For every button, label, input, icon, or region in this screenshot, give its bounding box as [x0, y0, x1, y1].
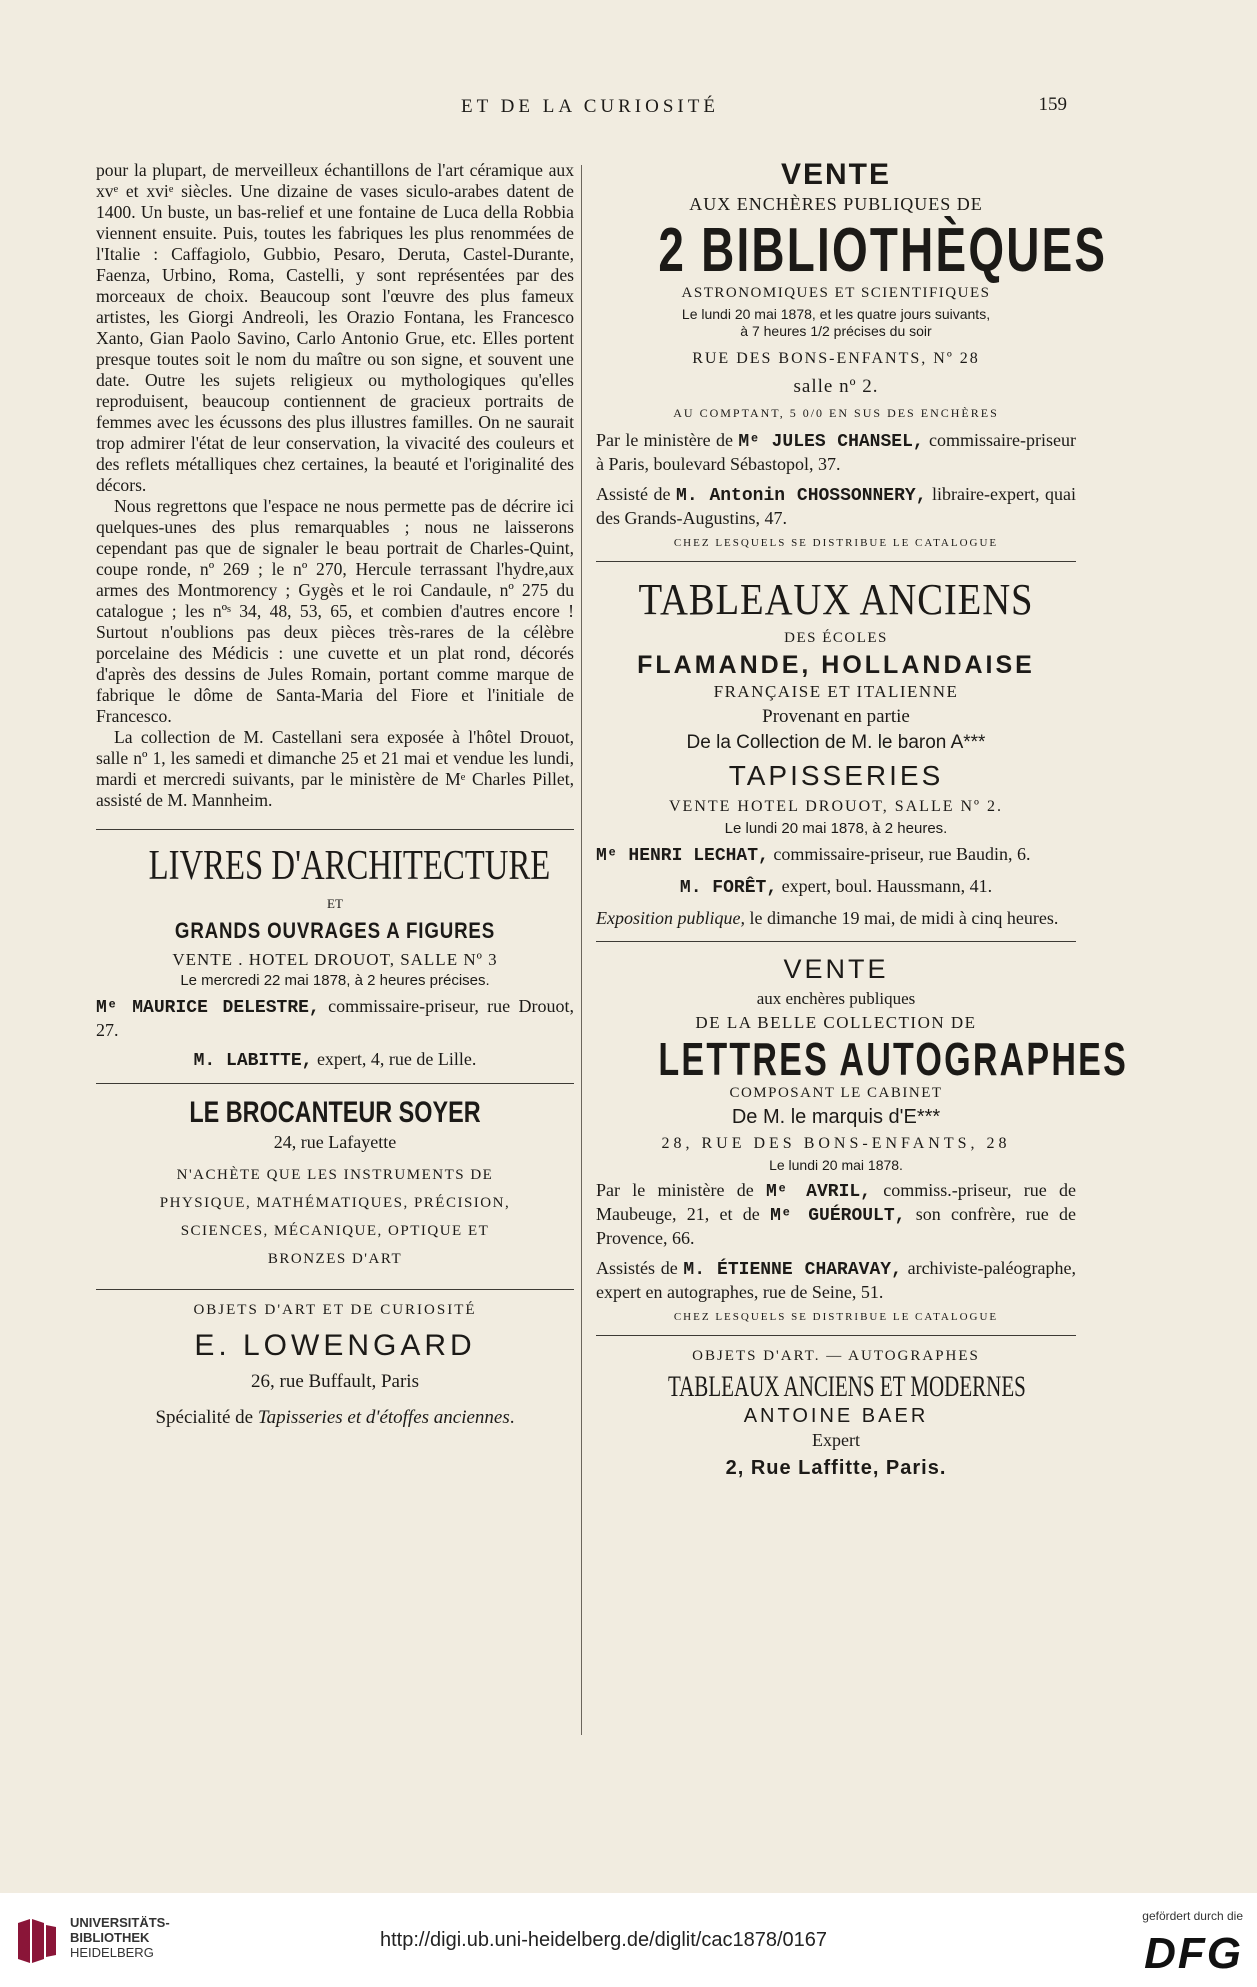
ad-ecoles: DES ÉCOLES: [784, 630, 888, 646]
ad-collection: De la Collection de M. le baron A***: [686, 732, 986, 753]
ad-assiste: [596, 483, 1076, 529]
ad-bibliotheques: [596, 158, 1108, 549]
ad-encheres: aux enchères publiques: [756, 989, 916, 1008]
ministere-details-2: son confrère, rue de Provence, 66.: [596, 1204, 1077, 1248]
ad-address: 26, rue Buffault, Paris: [251, 1371, 419, 1392]
page-number: 159: [1038, 94, 1067, 115]
exposition-details: le dimanche 19 mai, de midi à cinq heures.: [749, 908, 1059, 928]
divider: [96, 1289, 574, 1290]
ministere-details: commissaire-priseur à Paris, boulevard Sébastopol, 37.: [596, 430, 1076, 474]
dfg-logo: DFG: [1144, 1929, 1243, 1978]
ad-ministere: [596, 429, 1076, 475]
assiste-details: archiviste-paléographe, expert en autographes, rue de Seine, 51.: [596, 1258, 1076, 1302]
ministere-name: Mᵉ JULES CHANSEL,: [738, 432, 924, 452]
ministere-prefix: Par le ministère de: [596, 1180, 766, 1200]
ad-ministere: [596, 1179, 1076, 1249]
ad-address: 2, Rue Laffitte, Paris.: [725, 1457, 947, 1479]
library-name-line: HEIDELBERG: [70, 1945, 154, 1960]
ministere-details: commiss.-priseur, rue de Maubeuge, 21, et de: [596, 1180, 1076, 1224]
ad-line: SCIENCES, MÉCANIQUE, OPTIQUE ET: [180, 1223, 490, 1239]
ad-name: ANTOINE BAER: [743, 1405, 929, 1427]
ad-expert: [96, 1049, 574, 1071]
ad-provenant: Provenant en partie: [762, 706, 910, 727]
ad-tapisseries: TAPISSERIES: [728, 760, 944, 791]
expert-details: expert, boul. Haussmann, 41.: [781, 876, 993, 896]
divider: [596, 1335, 1076, 1336]
ad-subtitle: GRANDS OUVRAGES A FIGURES: [174, 918, 496, 943]
ad-title: LETTRES AUTOGRAPHES: [658, 1033, 1129, 1085]
article-text: [96, 160, 574, 811]
ad-kicker: OBJETS D'ART ET DE CURIOSITÉ: [193, 1302, 477, 1318]
ad-venue: VENTE HOTEL DROUOT, SALLE Nº 2.: [668, 798, 1004, 815]
ad-title: LE BROCANTEUR SOYER: [189, 1096, 481, 1129]
ad-vente: VENTE: [780, 158, 892, 191]
library-name-line: BIBLIOTHEK: [70, 1930, 150, 1945]
assiste-details: libraire-expert, quai des Grands-Augustins, 47.: [596, 484, 1076, 528]
ad-salle: salle nº 2.: [793, 376, 879, 397]
ad-line: PHYSIQUE, MATHÉMATIQUES, PRÉCISION,: [159, 1195, 511, 1211]
ministere-name-2: Mᵉ GUÉROULT,: [770, 1206, 906, 1226]
ad-brocanteur: [96, 1096, 574, 1273]
right-column: [596, 158, 1129, 1480]
ad-subtitle: ASTRONOMIQUES ET SCIENTIFIQUES: [681, 285, 991, 301]
paragraph: La collection de M. Castellani sera exposée à l'hôtel Drouot, salle nº 1, les samedi et dimanche 25 et 21 mai et vendue les lundi, mardi et mercredi suivants, par le ministère de Mᵉ Charles Pillet, assisté de M. Mannheim.: [96, 727, 574, 810]
divider: [596, 941, 1076, 942]
ad-date: Le lundi 20 mai 1878, à 2 heures.: [724, 820, 948, 837]
ad-composant: COMPOSANT LE CABINET: [729, 1085, 943, 1101]
ad-terms: AU COMPTANT, 5 0/0 EN SUS DES ENCHÈRES: [673, 406, 999, 420]
ad-line: BRONZES D'ART: [267, 1251, 403, 1267]
ad-title: TABLEAUX ANCIENS ET MODERNES: [668, 1370, 1026, 1403]
ad-kicker: OBJETS D'ART. — AUTOGRAPHES: [692, 1348, 980, 1364]
funding-note: gefördert durch die: [1142, 1909, 1243, 1923]
ad-role: Expert: [812, 1430, 860, 1450]
auctioneer-name: Mᵉ MAURICE DELESTRE,: [96, 998, 320, 1018]
ad-date: Le lundi 20 mai 1878, et les quatre jours suivants,: [681, 306, 991, 322]
ad-time: à 7 heures 1/2 précises du soir: [740, 323, 932, 339]
ad-tableaux-anciens: [596, 574, 1076, 929]
assiste-name: M. Antonin CHOSSONNERY,: [676, 486, 927, 506]
ad-schools-2: FRANÇAISE ET ITALIENNE: [713, 682, 959, 701]
running-header: ET DE LA CURIOSITÉ: [461, 96, 719, 117]
ad-et: ET: [327, 896, 343, 911]
ad-specialty: [96, 1407, 574, 1429]
ad-name: E. LOWENGARD: [194, 1329, 476, 1362]
assiste-name: M. ÉTIENNE CHARAVAY,: [683, 1260, 902, 1280]
assiste-prefix: Assistés de: [596, 1258, 684, 1278]
ad-de-la: DE LA BELLE COLLECTION DE: [695, 1013, 977, 1032]
expert-name: M. LABITTE,: [193, 1051, 313, 1071]
ad-street: RUE DES BONS-ENFANTS, Nº 28: [692, 350, 980, 367]
ad-title: TABLEAUX ANCIENS: [638, 575, 1034, 624]
divider: [596, 561, 1076, 562]
ad-livres-architecture: [96, 842, 574, 1071]
ad-assiste: [596, 1257, 1076, 1303]
ad-auctioneer: [96, 995, 574, 1041]
ad-exposition: [596, 907, 1076, 929]
specialty-suffix: .: [509, 1407, 515, 1428]
auctioneer-details: commissaire-priseur, rue Baudin, 6.: [773, 844, 1031, 864]
ministere-prefix: Par le ministère de: [596, 430, 739, 450]
ad-catalogue: CHEZ LESQUELS SE DISTRIBUE LE CATALOGUE: [673, 537, 999, 549]
ad-encheres: AUX ENCHÈRES PUBLIQUES DE: [689, 194, 983, 214]
digitization-footer: [0, 1893, 1257, 1987]
paragraph: Nous regrettons que l'espace ne nous permette pas de décrire ici quelques-unes des plus remarquables ; nous ne laisserons cependant pas que de signaler le beau portrait de Charles-Quint, coupe ronde, nº 269 ; le nº 270, Hercule terrassant l'hydre,aux armes des Montmorency ; Gygès et le roi Candaule, nº 275 du catalogue ; les nºˢ 34, 48, 53, 65, et combien d'autres encore ! Surtout n'oublions pas deux pièces très-rares de la célèbre porcelaine des Médicis : une cuvette et un plat rond, décorés d'après des dessins de Jules Romain, portant comme marque de fabrique le dôme de Santa-Maria del Fiore et l'initiale de Francesco.: [96, 496, 574, 726]
left-column: [96, 160, 574, 1429]
ad-vente: VENTE: [783, 954, 889, 984]
permalink-url[interactable]: http://digi.ub.uni-heidelberg.de/diglit/cac1878/0167: [380, 1929, 827, 1951]
ad-venue: VENTE . HOTEL DROUOT, SALLE Nº 3: [172, 950, 498, 969]
ad-title: LIVRES D'ARCHITECTURE: [148, 843, 551, 889]
ad-schools: FLAMANDE, HOLLANDAISE: [637, 651, 1035, 679]
divider: [96, 1083, 574, 1084]
column-divider: [581, 165, 582, 1735]
exposition-label: Exposition publique,: [596, 908, 745, 928]
ad-date: Le mercredi 22 mai 1878, à 2 heures précises.: [180, 972, 490, 989]
ad-antoine-baer: [596, 1348, 1076, 1480]
ad-lettres-autographes: [596, 954, 1129, 1323]
divider: [96, 829, 574, 830]
ad-expert: [596, 875, 1076, 899]
auctioneer-name: Mᵉ HENRI LECHAT,: [596, 846, 769, 866]
ad-catalogue: CHEZ LESQUELS SE DISTRIBUE LE CATALOGUE: [673, 1311, 999, 1323]
ad-line: N'ACHÈTE QUE LES INSTRUMENTS DE: [176, 1167, 494, 1183]
university-library-name: [70, 1915, 170, 1960]
specialty-text: Tapisseries et d'étoffes anciennes: [257, 1407, 510, 1428]
ad-title: 2 BIBLIOTHÈQUES: [658, 216, 1108, 285]
ministere-name: Mᵉ AVRIL,: [766, 1182, 871, 1202]
university-library-logo-icon: [14, 1915, 60, 1967]
assiste-prefix: Assisté de: [596, 484, 677, 504]
ad-street: 28, RUE DES BONS-ENFANTS, 28: [661, 1135, 1011, 1152]
ad-date: Le lundi 20 mai 1878.: [769, 1157, 903, 1173]
ad-address: 24, rue Lafayette: [273, 1132, 397, 1152]
auctioneer-details: commissaire-priseur, rue Drouot, 27.: [96, 996, 574, 1040]
ad-owner: De M. le marquis d'E***: [731, 1106, 941, 1128]
specialty-prefix: Spécialité de: [155, 1407, 258, 1428]
ad-lowengard: [96, 1302, 574, 1429]
ad-auctioneer: [596, 843, 1076, 867]
library-name-line: UNIVERSITÄTS-: [70, 1915, 170, 1930]
expert-name: M. FORÊT,: [679, 878, 778, 898]
expert-details: expert, 4, rue de Lille.: [316, 1049, 477, 1069]
paragraph: pour la plupart, de merveilleux échantillons de l'art céramique aux xvᵉ et xviᵉ siècles. Une dizaine de vases siculo-arabes datent de 1400. Un buste, un bas-relief et une fontaine de Luca della Robbia viennent ensuite. Puis, toutes les fabriques les plus renommées de l'Italie : Caffagiolo, Gubbio, Pesaro, Deruta, Castel-Durante, Faenza, Urbino, Roma, Castelli, y sont représentées par des morceaux de choix. Beaucoup sont l'œuvre des plus fameux artistes, les Giorgi Andreoli, les Orazio Fontana, les Francesco Xanto, Gian Paolo Savino, Carlo Antonio Grue, etc. Elles portent presque toutes soit le nom du maître ou son signe, et souvent une date. Outre les sujets religieux ou mythologiques qu'elles reproduisent, beaucoup contiennent de gracieux portraits de femmes avec les écussons des plus illustres familles. On ne saurait trop admirer l'état de leur conservation, la vivacité des couleurs et des reflets métalliques chez certaines, la beauté et l'originalité des décors.: [96, 160, 574, 495]
